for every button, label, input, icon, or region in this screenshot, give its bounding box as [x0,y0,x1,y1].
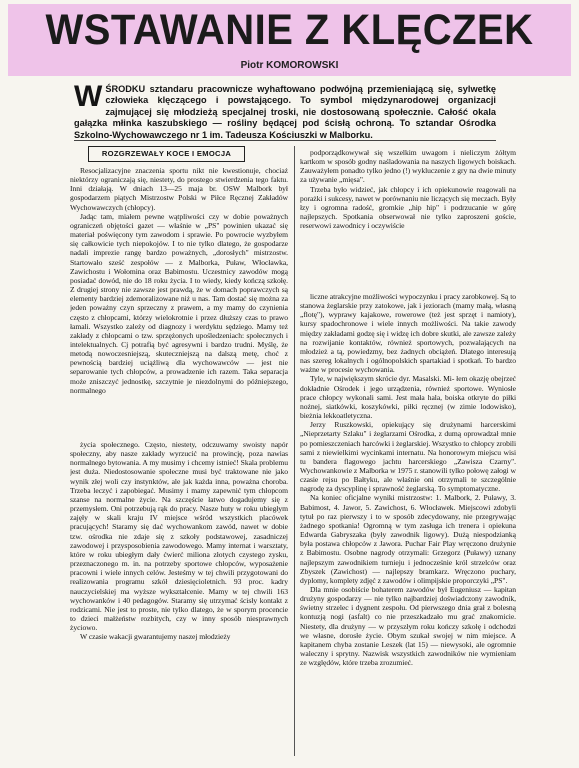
column-1-top [70,166,288,438]
paragraph: życia społecznego. Często, niestety, odczuwamy swoisty napór społeczny, aby nasze zakłady wyrzucić na prowincję, poza nawias normalnego bytowania. A my musimy i chcemy istnieć! Skala problemu jest duża. Niedostosowanie społeczne musi być traktowane nie jako wynik złej woli czy instynktów, ale jak każda inna, poważna choroba. Trzeba leczyć i zapobiegać. Musimy i mamy zapewnić tym chłopcom szanse na normalne życie. Na szczęście łatwo dogadujemy się z przemysłem. Oni potrzebują rąk do pracy. Nasze huty w roku ubiegłym zajęły w skali kraju IV miejsce wśród wszystkich placówek pracujących! Staramy się dać wychowankom zawód, nawet w dobie tzw. ośrodka nie zdaje się z szkoły podstawowej, zasadniczej zawodowej i przysposobienia zawodowego. Mamy internat i warsztaty, które w roku ubiegłym dały ćwierć miliona złotych czystego zysku, przeznaczonego m. in. na potrzeby sportowe chłopców, wyposażenie pracowni i wiele innych celów. Jesteśmy w tej chwili przygotowani do realizowania programu szkół dziesięcioletnich. 93 proc. kadry nauczycielskiej ma wyższe wykształcenie. Mamy w tej chwili 163 wychowanków i 40 pedagogów. Staramy się utrzymać ścisły kontakt z rodzicami. Nie jest to proste, nie tylko dlatego, że w sporym procencie to dzieci małżeństw rozbitych, czy w inny sposób niesprawnych życiowo. [70,440,288,633]
lead-drop-cap: W [74,80,103,113]
paragraph: W czasie wakacji gwarantujemy naszej młodzieży [80,632,231,642]
paragraph: Dla mnie osobiście bohaterem zawodów był Eugeniusz — kapitan drużyny gospodarzy — nie tylko najbardziej doświadczony zawodnik, świetny strzelec i dygnent zespołu. Od pierwszego dnia grał z bolesną kontuzją nogi (asfalt) co nie przeszkadzało mu grać znakomicie. Niestety, dla drużyny — w przyszłym roku kończy szkołę i odchodzi we własne, dorosłe życie. Obym szukał swojej w nim miejsce. A kapitanem chyba zostanie Leszek (lat 15) — niewysoki, ale ogromnie waleczny i sprytny. Nazwisk wszystkich zawodników nie wymieniam ze względów, które trzeba zrozumieć. [300,585,516,668]
column-1-bottom [70,440,288,766]
paragraph: podporządkowywał się wszelkim uwagom i nieliczym żółtym kartkom w sposób godny naśladowania na naszych ligowych boiskach. Zauważyłem ponadto tylko jedno (!) wykluczenie z gry na dwie minuty za używanie „mięsa". [300,148,516,185]
article-headline: WSTAWANIE Z KLĘCZEK [45,6,534,54]
article-lead [74,80,496,141]
column-2-bottom [300,292,516,764]
paragraph: Na koniec oficjalne wyniki mistrzostw: 1. Malbork, 2. Puławy, 3. Babimost, 4. Jawor, 5. Zawichost, 6. Włocławek. Miejscowi zdobyli tytuł po raz pierwszy i to w sposób zdecydowany, nie przegrywając żadnego spotkania! Ogromną w tym zasługa ich trenera i opiekuna Edwarda Gabryszaka (były zawodnik ligowy). Dużą niespodzianką była postawa chłopców z Jawora. Puchar Fair Play wręczono drużynie z Babimostu. Osobne nagrody otrzymali: Grzegorz (Puławy) uznany najlepszym zawodnikiem turnieju i jednocześnie król strzelców oraz Zbyszek (Zawichost) — najlepszy bramkarz. Wręczono puchary, dyplomy, komplety zdjęć z zawodów i olimpijskie proporczyki „PS". [300,493,516,585]
lead-text: ŚRODKU sztandaru pracownicze wyhaftowano podwójną przemieniającą się, sylwetkę człowieka klęczącego i powstającego. To symbol międzynarodowej organizacji zajmującej się młodzieżą specjalnej troski, nie dostosowaną społecznie. Całość okala gałązka młinka kaszubskiego — rośliny będącej pod ścisłą ochroną. To sztandar Ośrodka Szkolno-Wychowawczego nr 1 im. Tadeusza Kościuszki w Malborku. [74,84,496,140]
column-2-top [300,148,516,264]
paragraph: Jerzy Ruszkowski, opiekujący się drużynami harcerskimi „Nieprzetarty Szlaku" i żeglarzami Ośrodka, z dumą oprowadzał mnie po pomieszczeniach harcówki i żeglarskiej. Wszystko to chłopcy zrobili sami z niewielkimi wycinkami internatu. Na honorowym miejscu wisi tu bandera flagowego jachtu harcerskiego „Zawisza Czarny". Wychowankowie z Malborka w 1975 r. stanowili tylko połowę załogi w czasie rejsu po Bałtyku, ale właśnie oni otrzymali te szczególnie nagrodę za dyscyplinę i sprawność żeglarską. To symptomatyczne. [300,420,516,494]
paragraph: Tyle, w największym skrócie dyr. Masalski. Mi- łem okazję obejrzeć dokładnie Ośrodek i jego urządzenia, również sportowe. Wyniosłe prace chłopcy wykonali sami. Jest mała hala, boiska otkryte do piłki nożnej, siatkówki, koszykówki, piłki ręcznej (w zimie lodowisko), bieżnia lekkoatletyczna. [300,374,516,421]
paragraph: Trzeba było widzieć, jak chłopcy i ich opiekunowie reagowali na porażki i sukcesy, nawet w porównaniu nie liczących się meczach. Były łzy i ogromna radość, gromkie „hip hip" i podrzucanie w górę najlepszych. Spotkania obserwował nie tylko zaproszeni goście, reserwowi zawodnicy i oczywiście [300,184,516,231]
article-byline: Piotr KOMOROWSKI [240,60,339,71]
paragraph: liczne atrakcyjne możliwości wypoczynku i pracy zarobkowej. Są to stanowa żeglarskie przy zatokowe, jak i jeziorach (mamy małą, własną „flotę"), wyprawy kajakowe, rowerowe (też jest sprzęt i namioty), kursy spadochronowe i wiele innych możliwości. Na takie zawody między zakładami godzę się i widzę ich dobre skutki, ale zawsze zależy na rozwijanie kontaktów, również sportowych, pozwalających na młodzież a tą, powiedzmy, bez żadnych obciążeń. Dlatego interesują nas szereg lokalnych i ogólnopolskich spartakiad i spotkań. To bardzo ważne w procesie wychowania. [300,292,516,375]
paragraph: Jadąc tam, miałem pewne wątpliwości czy w dobie poważnych ograniczeń objętości gazet — właśnie w „PS" powinien ukazać się materiał poświęcony tym zawodom i sprawie. Po powrocie wyzbyłem się całkowicie tych niepokojów. I to nie tylko dlatego, że gospodarze nadali imprezie rangę bardzo poważnych, „dorosłych" mistrzostw. Startowało sześć zespołów — z Malborka, Puław, Włocławka, Zawichostu i Wołomina oraz Babimostu. Uczestnicy zawodów mogą posiadać dowód, nie do 18 roku życia. I to wiedy, kiedy kończą szkołę. Z drugiej strony nie zawsze jest prawdą, że w domach poprawczych są elementy bardziej zdemoralizowane niż u nas. Tam dostać się można za jeden poważny czyn sprzeczny z prawem, a my mamy do czynienia często z chłopcami, którzy wielokrotnie i przez dłuższy czas to prawo łamali. Wszystko zależy od diagnozy i werdyktu sędziego. Mamy też zakłady z chłopcami o tzw. sprzężonych upośledzeniach: społecznych i intelektualnych. Cj potrafią być agresywni i bardzo trudni. Myślę, że metodą nowoczesniejszą, skuteczniejszą na dalszą metę, choć z pewnością bardziej uciążliwą dla wychowawców — jest nie separowanie tych chłopców, a prowadzenie ich razem. Taka separacja może zniszczyć jednostkę, szczytnie je niezdolnymi do późniejszego, normalnego [70,211,288,395]
paragraph: Resocjalizacyjne znaczenia sportu nikt nie kwestionuje, chociaż niektórzy ograniczają się, niestety, do prostego stwierdzenia tego faktu. Inni działają. W dniach 13—25 maja br. OSW Malbork był gospodarzem piątych Mistrzostw Polski w Piłce Ręcznej Zakładów Wychowawczych (chłopcy). [70,166,288,212]
section-heading: ROZGRZEWAŁY KOCE I EMOCJA [88,146,245,162]
column-separator [294,146,295,756]
lead-rule [74,140,496,141]
